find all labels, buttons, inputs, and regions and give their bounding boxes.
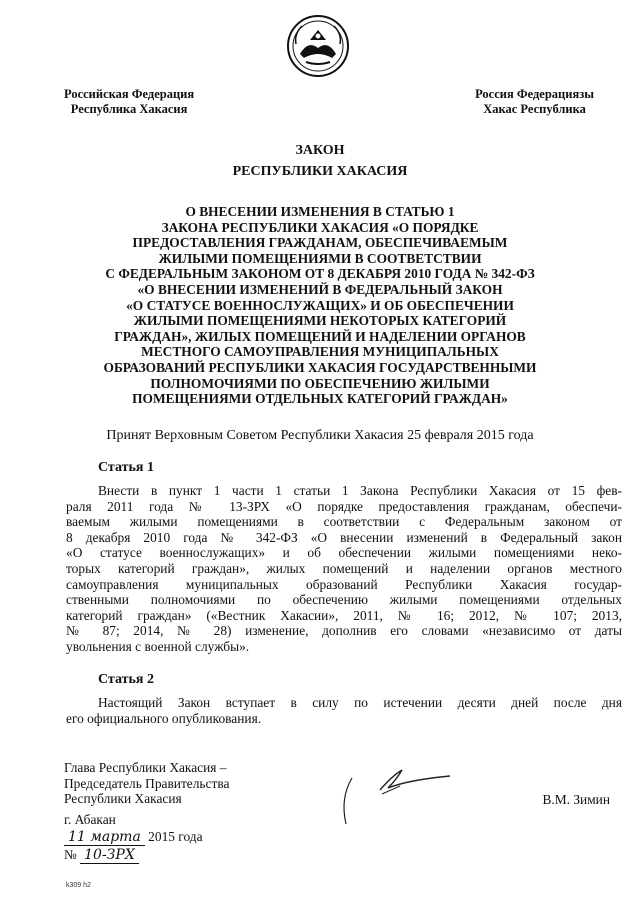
article-1-line: «О статусе военнослужащих» и об обеспечении жилыми помещениями неко- xyxy=(66,545,622,561)
subject-line: МЕСТНОГО САМОУПРАВЛЕНИЯ МУНИЦИПАЛЬНЫХ xyxy=(141,344,499,360)
law-number xyxy=(64,847,139,864)
handwritten-date: 11 марта xyxy=(64,829,145,846)
signatory-title-line: Республики Хакасия xyxy=(64,791,182,807)
signatory-title-line: Глава Республики Хакасия – xyxy=(64,760,227,775)
subject-line: ПОЛНОМОЧИЯМИ ПО ОБЕСПЕЧЕНИЮ ЖИЛЫМИ xyxy=(150,375,490,391)
law-subject xyxy=(30,204,610,407)
header-right xyxy=(475,87,594,117)
subject-line: ЗАКОНА РЕСПУБЛИКИ ХАКАСИЯ «О ПОРЯДКЕ xyxy=(161,219,479,235)
signatory-name: В.М. Зимин xyxy=(542,792,610,807)
signing-date xyxy=(64,829,203,846)
article-1-line: категорий граждан» («Вестник Хакасии», 2011, № 16; 2012, № 107; 2013, xyxy=(66,607,622,623)
article-2-heading: Статья 2 xyxy=(98,672,154,687)
footnote-code: k309 h2 xyxy=(66,882,91,889)
article-1-line: № 87; 2014, № 28) изменение, дополнив его словами «независимо от даты xyxy=(66,623,622,639)
date-year: 2015 года xyxy=(148,829,203,844)
subject-line: «О СТАТУСЕ ВОЕННОСЛУЖАЩИХ» И ОБ ОБЕСПЕЧЕНИИ xyxy=(126,297,514,313)
place-of-signing: г. Абакан xyxy=(64,812,116,827)
article-1-line: торых категорий граждан», жилых помещений и наделении органов местного xyxy=(66,560,622,576)
article-1-line: ваемым жилыми помещениями в соответствии с Федеральным законом от xyxy=(66,514,622,530)
subject-line: ГРАЖДАН», ЖИЛЫХ ПОМЕЩЕНИЙ И НАДЕЛЕНИИ ОРГАНОВ xyxy=(114,328,526,344)
signatory-title xyxy=(64,760,229,807)
signatory-title-line: Председатель Правительства xyxy=(64,775,230,791)
issuer-title: РЕСПУБЛИКИ ХАКАСИЯ xyxy=(232,164,408,179)
article-1-line: Внести в пункт 1 части 1 статьи 1 Закона Республики Хакасия от 15 фев- xyxy=(98,483,622,498)
header-right-republic: Хакас Республика xyxy=(483,102,586,116)
subject-line: ЖИЛЫМИ ПОМЕЩЕНИЯМИ В СООТВЕТСТВИИ xyxy=(158,250,482,266)
article-1-line: увольнения с военной службы». xyxy=(66,638,250,654)
document-type-title: ЗАКОН xyxy=(295,143,345,158)
article-2-line: его официального опубликования. xyxy=(66,710,262,726)
adoption-statement: Принят Верховным Советом Республики Хакасия 25 февраля 2015 года xyxy=(106,428,534,443)
handwritten-signature xyxy=(330,758,470,828)
header-left-republic: Республика Хакасия xyxy=(70,102,188,116)
header-right-country: Россия Федерациязы xyxy=(475,87,594,101)
subject-line: С ФЕДЕРАЛЬНЫМ ЗАКОНОМ ОТ 8 ДЕКАБРЯ 2010 ГОДА № 342-ФЗ xyxy=(105,266,535,282)
header-left xyxy=(64,87,194,117)
subject-line: «О ВНЕСЕНИИ ИЗМЕНЕНИЙ В ФЕДЕРАЛЬНЫЙ ЗАКОН xyxy=(137,281,503,297)
article-2-body xyxy=(66,695,622,726)
number-sign: № xyxy=(64,847,77,862)
header-left-country: Российская Федерация xyxy=(64,87,195,101)
handwritten-number: 10-ЗРХ xyxy=(80,847,139,864)
article-1-line: 8 декабря 2010 года № 342-ФЗ «О внесении изменений в Федеральный закон xyxy=(66,529,622,545)
coat-of-arms-icon xyxy=(286,14,350,78)
article-1-line: ственными полномочиями по обеспечению жилыми помещениями отдельных xyxy=(66,592,622,608)
article-1-heading: Статья 1 xyxy=(98,460,154,475)
article-1-body xyxy=(66,483,622,655)
article-2-line: Настоящий Закон вступает в силу по истечении десяти дней после дня xyxy=(98,695,622,710)
subject-line: ЖИЛЫМИ ПОМЕЩЕНИЯМИ НЕКОТОРЫХ КАТЕГОРИЙ xyxy=(133,313,507,329)
article-1-line: самоуправления муниципальных образований Республики Хакасия государ- xyxy=(66,576,622,592)
subject-line: ПОМЕЩЕНИЯМИ ОТДЕЛЬНЫХ КАТЕГОРИЙ ГРАЖДАН» xyxy=(132,391,508,407)
subject-line: ОБРАЗОВАНИЙ РЕСПУБЛИКИ ХАКАСИЯ ГОСУДАРСТВЕННЫМИ xyxy=(103,359,537,375)
subject-line: ПРЕДОСТАВЛЕНИЯ ГРАЖДАНАМ, ОБЕСПЕЧИВАЕМЫМ xyxy=(132,235,508,251)
subject-line: О ВНЕСЕНИИ ИЗМЕНЕНИЯ В СТАТЬЮ 1 xyxy=(185,204,455,219)
article-1-line: раля 2011 года № 13-ЗРХ «О порядке предоставления гражданам, обеспечи- xyxy=(66,498,622,514)
